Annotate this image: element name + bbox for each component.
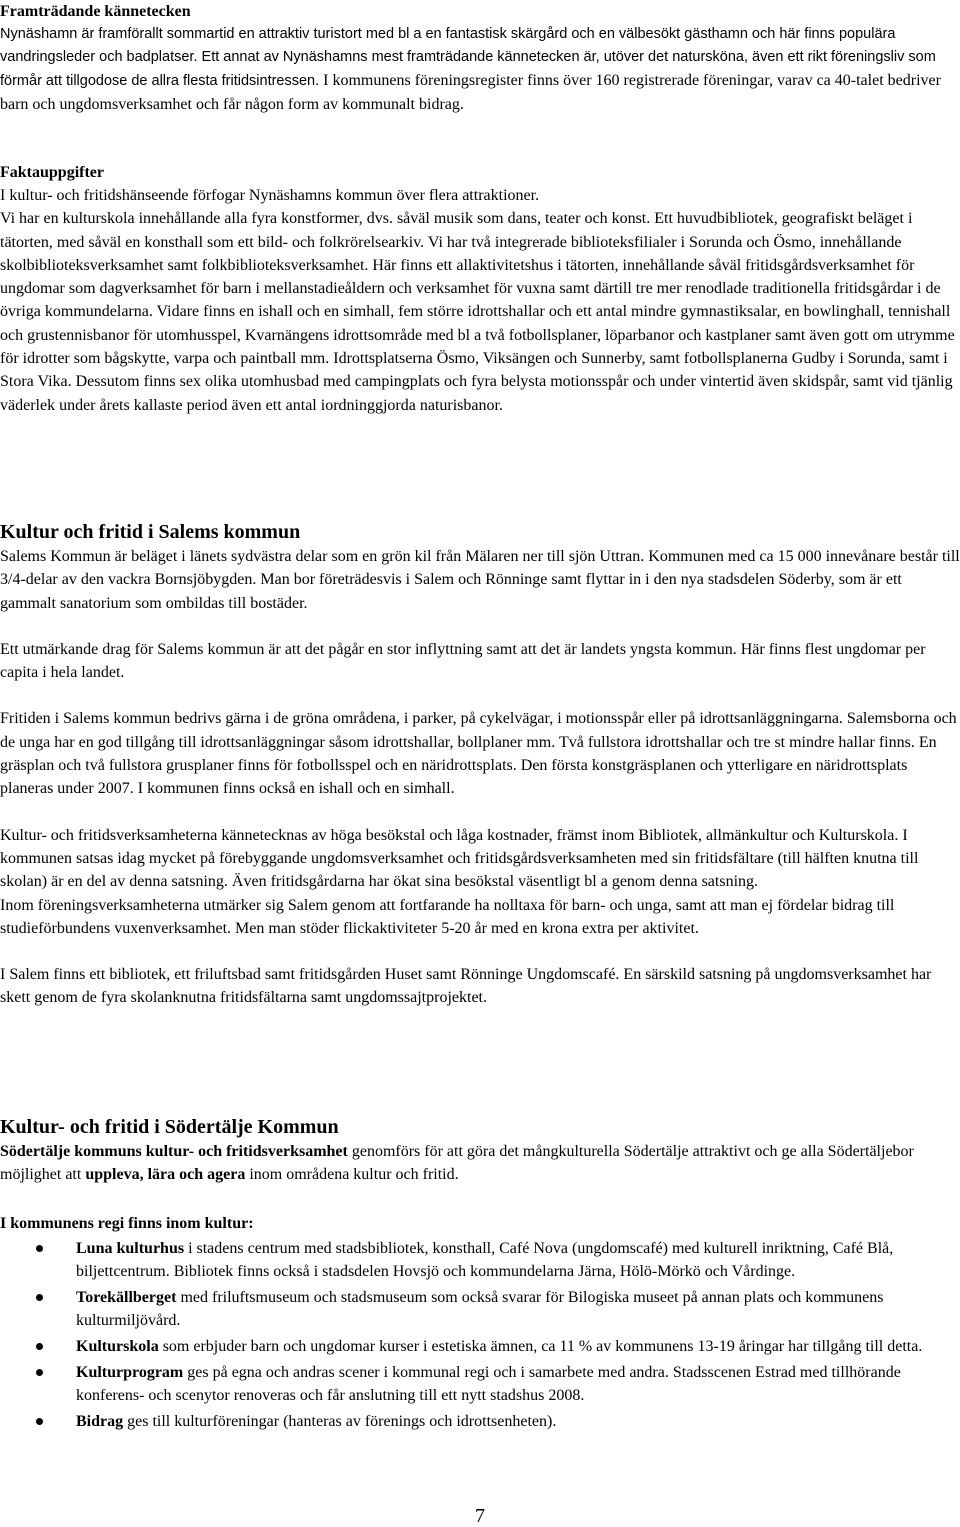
- salem-paragraph-6: I Salem finns ett bibliotek, ett friluftsbad samt fritidsgården Huset samt Rönninge Ungdomscafé. En särskild satsning på ungdomsverksamhet har skett genom de fyra skolanknutna fritidsfältarna samt ungdomssajtprojektet.: [0, 966, 932, 1007]
- intro-text-2: inom områdena kultur och fritid.: [245, 1166, 459, 1184]
- bullet-icon: [36, 1245, 43, 1252]
- heading-regi-kultur: I kommunens regi finns inom kultur:: [0, 1215, 254, 1232]
- section-framtradande: [0, 0, 960, 116]
- paragraph-nynashamn-intro: Nynäshamn är framförallt sommartid en attraktiv turistort med bl a en fantastisk skärgård och en välbesökt gästhamn och här finns populära vandringsleder och badplatser. Ett annat av Nynäshamns mest framträdande kännetecken är, utöver det natursköna, även ett rikt föreningsliv som förmår att tillgodose de allra flesta fritidsintressen.: [0, 26, 936, 89]
- list-item-title: Kulturskola: [76, 1338, 159, 1356]
- page-number: 7: [475, 1505, 485, 1527]
- section-salem: [0, 519, 960, 1010]
- fakta-line-1: I kultur- och fritidshänseende förfogar Nynäshamns kommun över flera attraktioner.: [0, 187, 540, 204]
- list-item-text: ges på egna och andras scener i kommunal regi och i samarbete med andra. Stadsscenen Estrad med tillhörande konferens- och scenytor renoveras och får anslutning till ett nytt stadshus 2008.: [76, 1363, 901, 1405]
- salem-paragraph-2: Ett utmärkande drag för Salems kommun är att det pågår en stor inflyttning samt att det är landets yngsta kommun. Här finns flest ungdomar per capita i hela landet.: [0, 640, 926, 682]
- bullet-icon: [36, 1369, 43, 1376]
- list-item-text: i stadens centrum med stadsbibliotek, konsthall, Café Nova (ungdomscafé) med kulturell inriktning, Café Blå, biljettcentrum. Bibliotek finns också i stadsdelen Hovsjö och kommundelarna Järna, Hölö-Mörkö och Vårdinge.: [76, 1240, 894, 1281]
- list-item: [0, 1286, 960, 1333]
- salem-paragraph-4: Kultur- och fritidsverksamheterna kännetecknas av höga besökstal och låga kostnader, främst inom Bibliotek, allmänkultur och Kulturskola. I kommunen satsas idag mycket på förebyggande ungdomsverksamhet och fritidsgårdsverksamheten med sin fritidsfältare (till hälften knutna till skolan) är en del av denna satsning. Även fritidsgårdarna har ökat sina besökstal väsentligt bl a genom denna satsning.: [0, 826, 919, 891]
- list-item-text: ges till kulturföreningar (hanteras av förenings och idrottsenheten).: [123, 1413, 557, 1431]
- fakta-paragraph-attractions: Vi har en kulturskola innehållande alla fyra konstformer, dvs. såväl musik som dans, teater och konst. Ett huvudbibliotek, geografiskt beläget i tätorten, med såväl en konsthall som ett bild- och folkrörelsearkiv. Vi har två integrerade biblioteksfilialer i Sorunda och Ösmo, innehållande skolbiblioteksverksamhet samt folkbiblioteksverksamhet. Här finns ett allaktivitetshus i tätorten, innehållande såväl fritidsgårdsverksamhet för ungdomar som dagverksamhet för barn i mellanstadieåldern och verksamhet för vuxna samt därtill tre mer renodlade traditionella fritidsgårdar i de övriga kommundelarna. Vidare finns en ishall och en simhall, fem större idrottshallar och ett antal mindre gymnastiksalar, en bowlinghall, tennishall och grustennisbanor för utomhusspel, Kvarnängens idrottsområde med bl a två fotbollsplaner, löparbanor och kastplaner samt även gott om utrymme för idrotter som bågskytte, varpa och paintball mm. Idrottsplatserna Ösmo, Viksängen och Sunnerby, samt fotbollsplanerna Gudby i Sorunda, samt i Stora Vika. Dessutom finns sex olika utomhusbad med campingplats och fyra belysta motionsspår och under vintertid även skidspår, samt vid tjänlig väderlek under årets kallaste period även ett antal iordninggjorda naturisbanor.: [0, 210, 955, 414]
- list-item-title: Luna kulturhus: [76, 1240, 185, 1257]
- list-item-title: Torekällberget: [76, 1289, 177, 1307]
- list-item-title: Bidrag: [76, 1413, 124, 1431]
- salem-paragraph-5: Inom föreningsverksamheterna utmärker sig Salem genom att fortfarande ha nolltaxa för barn- och unga, samt att man ej fördelar bidrag till studieförbundens vuxenverksamhet. Men man stöder flickaktiviteter 5-20 år med en krona extra per aktivitet.: [0, 896, 895, 937]
- list-item-text: som erbjuder barn och ungdomar kurser i estetiska ämnen, ca 11 % av kommunens 13-19 åringar har tillgång till detta.: [158, 1338, 923, 1356]
- intro-text-1: genomförs för att göra det mångkulturella Södertälje attraktivt och ge alla Södertäljebor möjlighet att: [0, 1143, 914, 1184]
- list-item-title: Kulturprogram: [76, 1363, 184, 1381]
- list-item: [0, 1410, 960, 1433]
- bullet-icon: [36, 1418, 43, 1425]
- intro-bold-1: Södertälje kommuns kultur- och fritidsverksamhet: [0, 1143, 348, 1160]
- bullet-icon: [36, 1294, 43, 1301]
- section-faktauppgifter: [0, 161, 960, 417]
- salem-paragraph-3: Fritiden i Salems kommun bedrivs gärna i de gröna områdena, i parker, på cykelvägar, i motionsspår eller på idrottsanläggningarna. Salemsborna och de unga har en god tillgång till idrottsanläggningar såsom idrottshallar, bollplaner mm. Två fullstora idrottshallar och tre st mindre hallar finns. En gräsplan och två fullstora grusplaner finns för fotbollsspel och en näridrottsplats. Den första konstgräsplanen och ytterligare en näridrottsplats planeras under 2007. I kommunen finns också en ishall och en simhall.: [0, 710, 957, 798]
- heading-sodertalje: Kultur- och fritid i Södertälje Kommun: [0, 1116, 339, 1138]
- heading-faktauppgifter: Faktauppgifter: [0, 164, 104, 181]
- heading-salem: Kultur och fritid i Salems kommun: [0, 521, 301, 543]
- list-item: [0, 1335, 960, 1358]
- heading-framtradande: Framträdande kännetecken: [0, 3, 191, 20]
- intro-bold-2: uppleva, lära och agera: [85, 1166, 246, 1184]
- section-sodertalje: [0, 1114, 960, 1187]
- list-item: [0, 1237, 960, 1284]
- salem-paragraph-1: Salems Kommun är beläget i länets sydvästra delar som en grön kil från Mälaren ner till sjön Uttran. Kommunen med ca 15 000 innevånare består till 3/4-delar av den vackra Bornsjöbygden. Man bor företrädesvis i Salem och Rönninge samt flyttar in i den nya stadsdelen Söderby, som är ett gammalt sanatorium som ombildas till bostäder.: [0, 548, 960, 612]
- list-item-text: med friluftsmuseum och stadsmuseum som också svarar för Bilogiska museet på annan plats och kommunens kulturmiljövård.: [76, 1289, 884, 1330]
- sodertalje-intro: [0, 1140, 960, 1187]
- list-item: [0, 1361, 960, 1408]
- bullet-icon: [36, 1343, 43, 1350]
- paragraph-foreningsregister: I kommunens föreningsregister finns över 160 registrerade föreningar, varav ca 40-talet bedriver barn och ungdomsverksamhet och får någon form av kommunalt bidrag.: [0, 72, 941, 113]
- culture-list: [0, 1237, 960, 1433]
